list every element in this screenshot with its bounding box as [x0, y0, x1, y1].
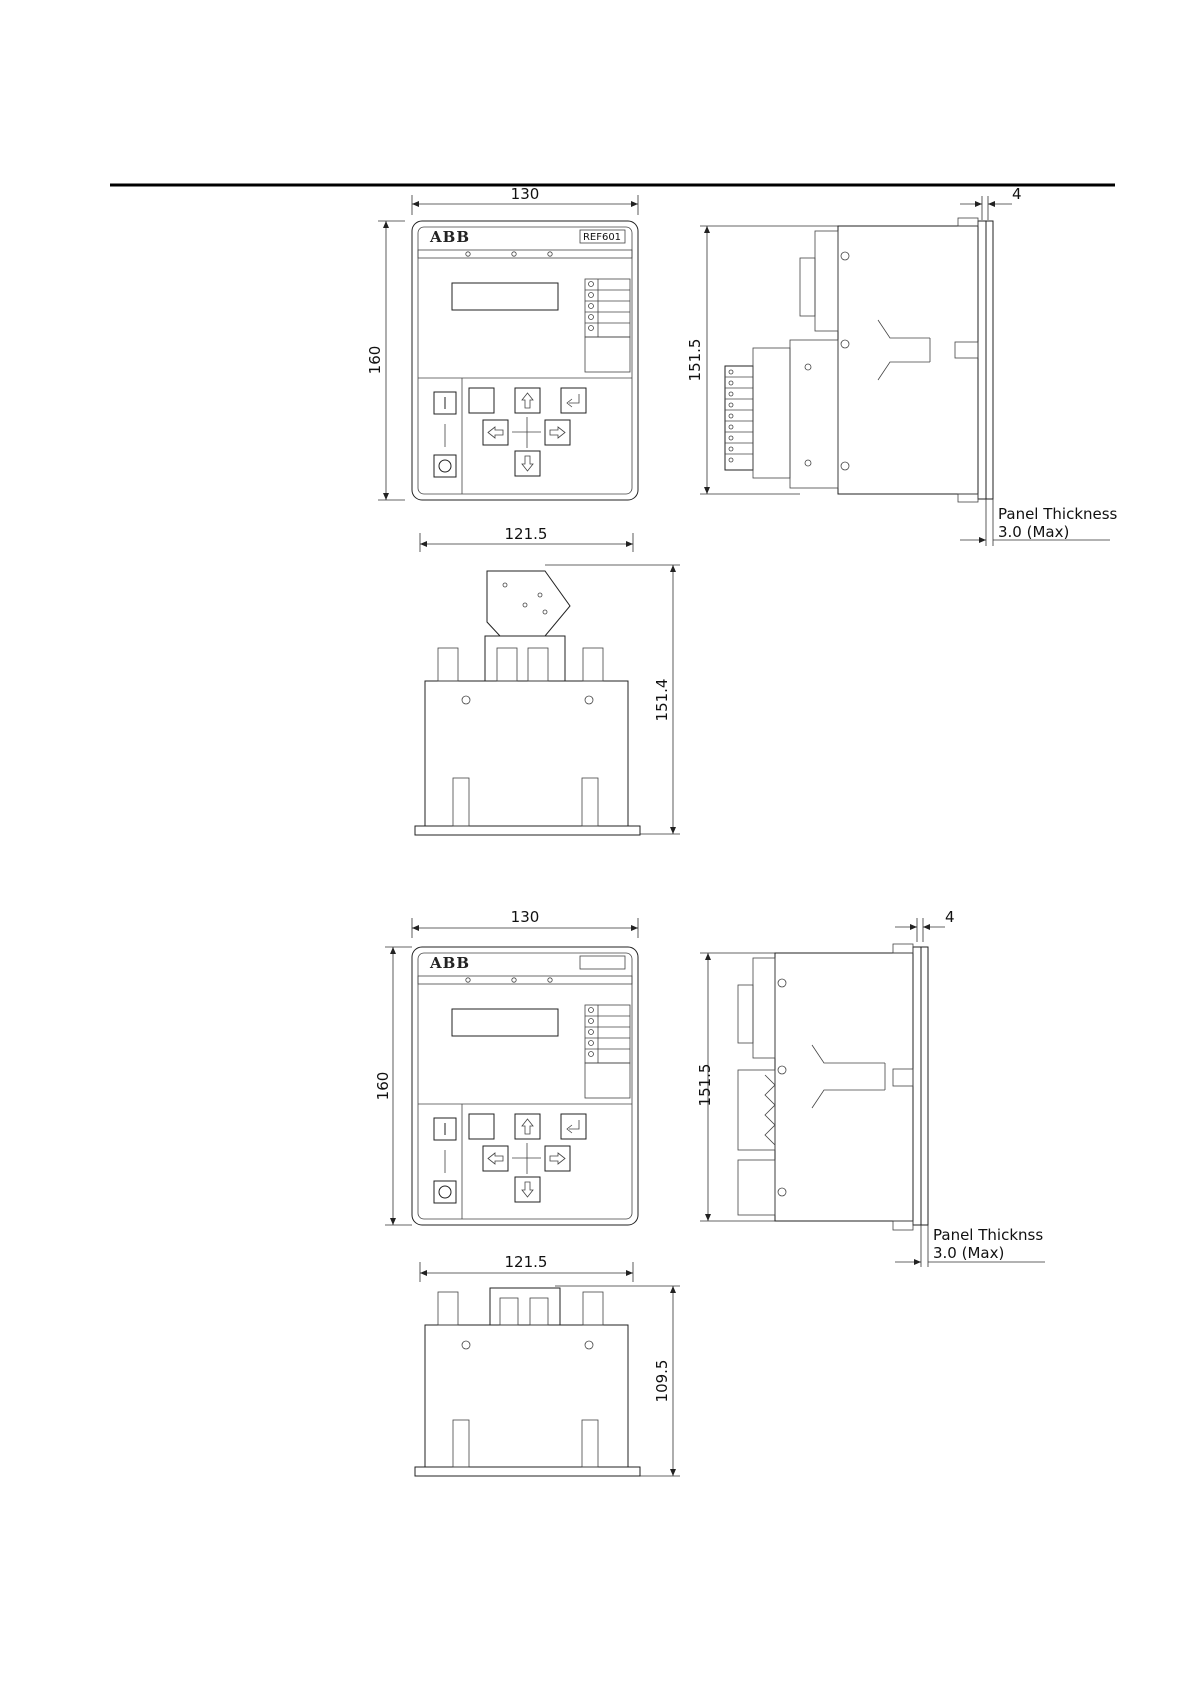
panel-thickness-value: 3.0 (Max) — [998, 523, 1070, 541]
top-bezel — [415, 826, 640, 835]
side-view-2 — [696, 908, 1045, 1267]
right-key — [545, 1146, 570, 1171]
housing-body — [775, 953, 913, 1221]
right-key — [545, 420, 570, 445]
panel-plate — [921, 947, 928, 1225]
lcd-display — [452, 283, 558, 310]
front-width-label: 130 — [510, 908, 540, 926]
top-width-label: 121.5 — [504, 525, 548, 543]
down-key — [515, 451, 540, 476]
housing-body — [838, 226, 978, 494]
open-button — [434, 455, 456, 477]
top-depth-label: 151.4 — [653, 678, 671, 722]
enter-key — [561, 388, 586, 413]
up-key — [515, 388, 540, 413]
front-height-label: 160 — [374, 1071, 392, 1101]
escape-key — [469, 1114, 494, 1139]
side-view-1 — [686, 185, 1118, 546]
terminal-block — [725, 348, 790, 478]
front-height-label: 160 — [366, 345, 384, 375]
side-depth-label: 151.5 — [686, 338, 704, 382]
escape-key — [469, 388, 494, 413]
top-depth-label: 109.5 — [653, 1359, 671, 1403]
down-key — [515, 1177, 540, 1202]
top-bezel — [415, 1467, 640, 1476]
top-housing — [425, 681, 628, 826]
front-bezel — [978, 221, 986, 499]
panel-offset-label: 4 — [945, 908, 955, 926]
left-key — [483, 1146, 508, 1171]
model-label: REF601 — [582, 232, 622, 243]
navigation-keypad — [469, 1114, 586, 1202]
abb-logo: ABB — [430, 228, 470, 246]
panel-thickness-value: 3.0 (Max) — [933, 1244, 1005, 1262]
panel-thickness-label: Panel Thicknss — [933, 1226, 1044, 1244]
front-width-label: 130 — [510, 185, 540, 203]
left-key — [483, 420, 508, 445]
panel-thickness-label: Panel Thickness — [998, 505, 1118, 523]
front-view-2 — [374, 908, 638, 1225]
connector-board — [487, 571, 570, 636]
front-view-1 — [366, 185, 638, 500]
panel-offset-label: 4 — [1012, 185, 1022, 203]
top-width-label: 121.5 — [504, 1253, 548, 1271]
open-button — [434, 1181, 456, 1203]
side-depth-label: 151.5 — [696, 1063, 714, 1107]
led-strip — [418, 250, 632, 258]
led-indicators — [466, 978, 552, 982]
drawing-2 — [374, 908, 1045, 1476]
lcd-display — [452, 1009, 558, 1036]
enter-key — [561, 1114, 586, 1139]
breaker-controls — [434, 392, 456, 477]
panel-plate — [986, 221, 993, 499]
top-view-2 — [415, 1253, 680, 1476]
drawing-1 — [366, 185, 1118, 835]
indicator-panel — [585, 279, 630, 372]
front-bezel — [913, 947, 921, 1225]
up-key — [515, 1114, 540, 1139]
top-view-1 — [415, 525, 680, 835]
abb-logo: ABB — [430, 954, 470, 972]
indicator-panel — [585, 1005, 630, 1098]
led-strip — [418, 976, 632, 984]
breaker-controls — [434, 1118, 456, 1203]
navigation-keypad — [469, 388, 586, 476]
top-housing — [425, 1325, 628, 1467]
led-indicators — [466, 252, 552, 256]
